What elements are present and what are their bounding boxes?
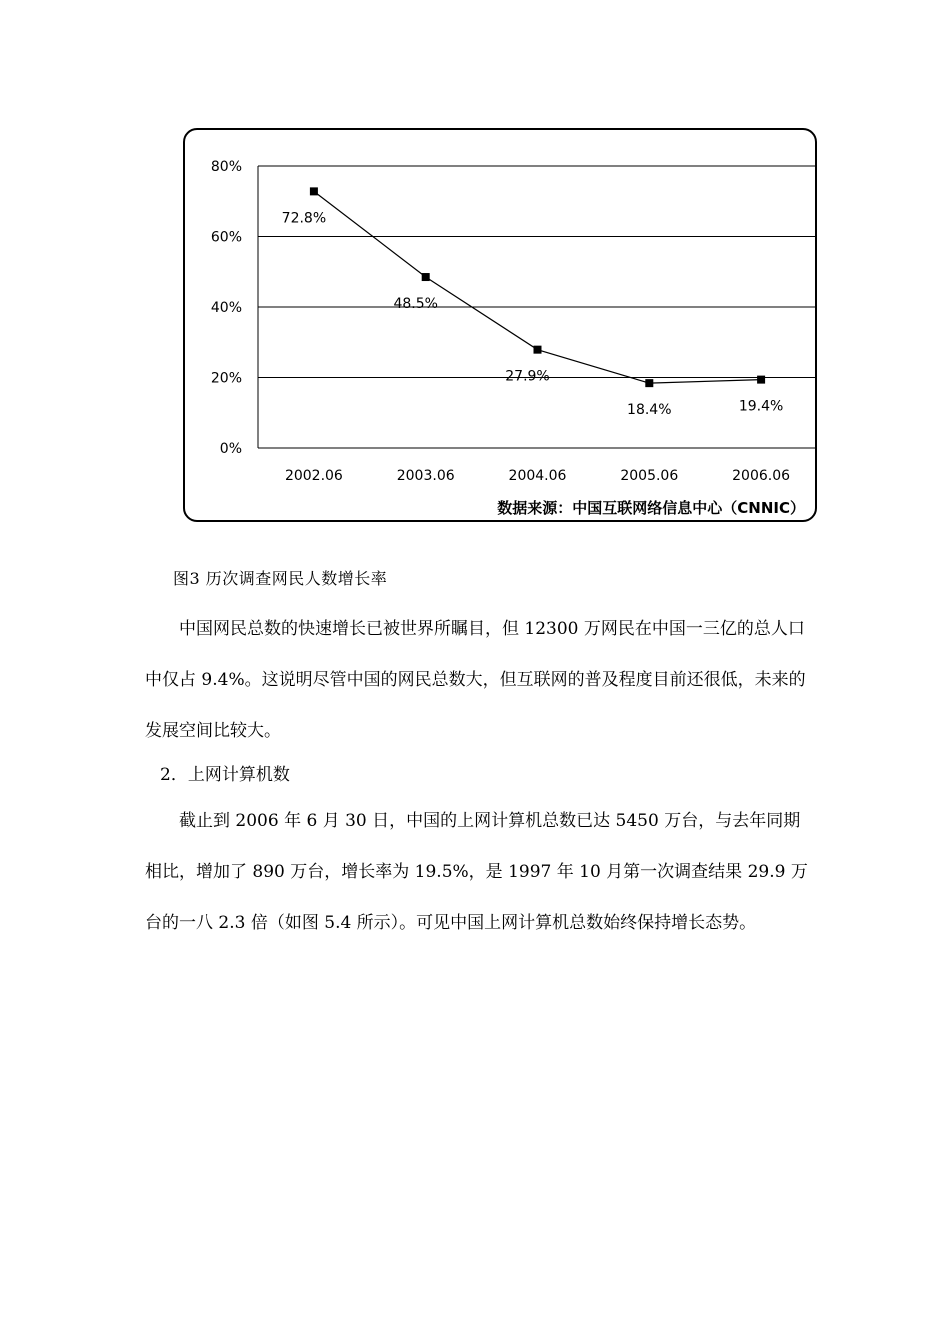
data-label: 48.5% (393, 296, 438, 313)
paragraph-computers-text: 截止到 2006 年 6 月 30 日，中国的上网计算机总数已达 5450 万台，与去年同期相比，增加了 890 万台，增长率为 19.5%，是 1997 年 10 月第一次调查结果 29.9 万台的一八 2.3 倍（如图 5.4 所示）。可见中国上网计算机总数始终保持增长态势。 (145, 811, 808, 933)
x-tick-label: 2005.06 (620, 468, 679, 484)
y-tick-label: 0% (219, 441, 242, 457)
data-point-marker (645, 379, 653, 387)
y-tick-label: 80% (210, 159, 242, 175)
x-tick-label: 2002.06 (284, 468, 343, 484)
data-point-marker (757, 376, 765, 384)
data-label: 27.9% (505, 368, 550, 385)
data-point-marker (422, 273, 430, 281)
y-tick-label: 20% (210, 370, 242, 387)
paragraph-netizen-text: 中国网民总数的快速增长已被世界所瞩目，但 12300 万网民在中国一三亿的总人口中仅占 9.4%。这说明尽管中国的网民总数大，但互联网的普及程度目前还很低，未来的发展空间比较大。 (145, 619, 806, 741)
x-tick-label: 2006.06 (732, 468, 791, 484)
data-label: 19.4% (738, 398, 784, 415)
data-point-marker (534, 346, 542, 354)
paragraph-computers (145, 796, 810, 949)
y-tick-label: 40% (210, 300, 242, 316)
x-tick-label: 2004.06 (508, 468, 567, 484)
y-tick-label: 60% (210, 229, 242, 246)
data-label: 72.8% (281, 210, 327, 227)
x-tick-label: 2003.06 (396, 468, 455, 484)
data-label: 18.4% (627, 402, 672, 419)
series-line (314, 191, 761, 383)
data-point-marker (310, 187, 318, 195)
figure-caption: 图3 历次调查网民人数增长率 (173, 569, 388, 588)
growth-rate-line-chart (183, 128, 817, 522)
paragraph-netizen (145, 604, 810, 757)
section-heading: 2．上网计算机数 (160, 765, 290, 785)
chart-source: 数据来源：中国互联网络信息中心（CNNIC） (497, 499, 805, 517)
